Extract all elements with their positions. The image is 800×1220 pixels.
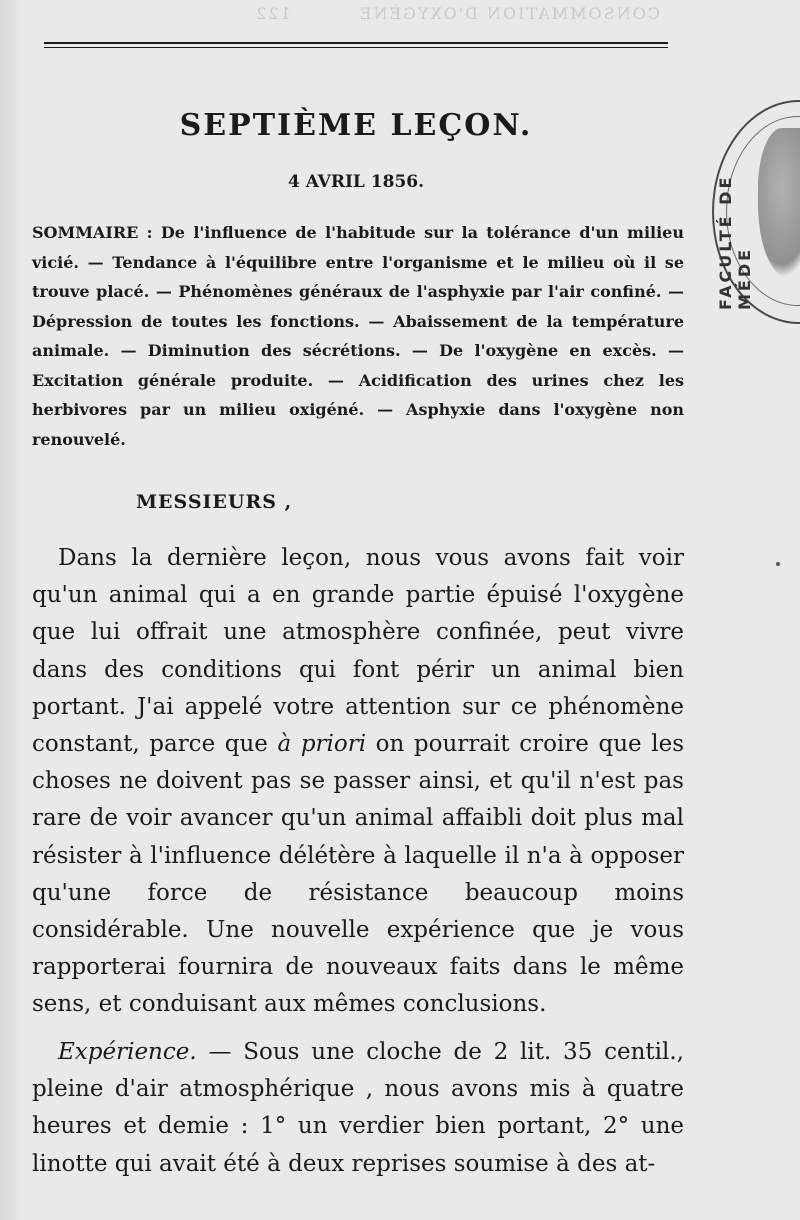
header-rule [44, 42, 668, 44]
lesson-title: SEPTIÈME LEÇON. [179, 108, 533, 143]
paragraph-1-part2: on pourrait croire que les choses ne doivent pas se passer ainsi, et qu'il n'est pas rare de voir avancer qu'un animal affaibli doit plus mal résister à l'influence délétère à laquelle il n'a à opposer qu'une force de résistance beaucoup moins considérable. Une nouvelle expérience que je vous rapporterai fournira de nouveaux faits dans le même sens, et conduisant aux mêmes conclusions. [32, 731, 684, 1018]
header-rule-thin [44, 47, 668, 48]
paragraph-2-text: — Sous une cloche de 2 lit. 35 centil., pleine d'air atmosphérique , nous avons mis à quatre heures et demie : 1° un verdier bien portant, 2° une linotte qui avait été à deux reprises soumise à des at- [32, 1039, 684, 1177]
page-edge [0, 0, 22, 1220]
bleed-through-running-head: CONSOMMATION D'OXYGÈNE 122 [254, 4, 660, 23]
library-stamp-text: FACULTÉ DE MÉDE [716, 174, 754, 310]
paragraph-1-part1: Dans la dernière leçon, nous vous avons fait voir qu'un animal qui a en grande partie épuisé l'oxygène que lui offrait une atmosphère confinée, peut vivre dans des conditions qui font périr un animal bien portant. J'ai appelé votre attention sur ce phénomène constant, parce que [32, 545, 684, 758]
summary-label: SOMMAIRE : [32, 223, 153, 242]
paragraph-1-emphasis: à priori [277, 731, 367, 758]
summary-text: De l'influence de l'habitude sur la tolérance d'un milieu vicié. — Tendance à l'équilibre entre l'organisme et le milieu où il se trouve placé. — Phénomènes généraux de l'asphyxie par l'air confiné. — Dépression de toutes les fonctions. — Abaissement de la température animale. — Diminution des sécrétions. — De l'oxygène en excès. — Excitation générale produite. — Acidification des urines chez les herbivores par un milieu oxigéné. — Asphyxie dans l'oxygène non renouvelé. [32, 223, 684, 449]
lesson-date: 4 AVRIL 1856. [287, 172, 425, 192]
paragraph-1 [32, 540, 684, 1024]
salutation: MESSIEURS , [136, 491, 293, 513]
paragraph-2 [32, 1034, 684, 1183]
experience-label: Expérience. [58, 1039, 197, 1065]
ink-speck [776, 562, 780, 566]
summary-block [32, 218, 684, 454]
